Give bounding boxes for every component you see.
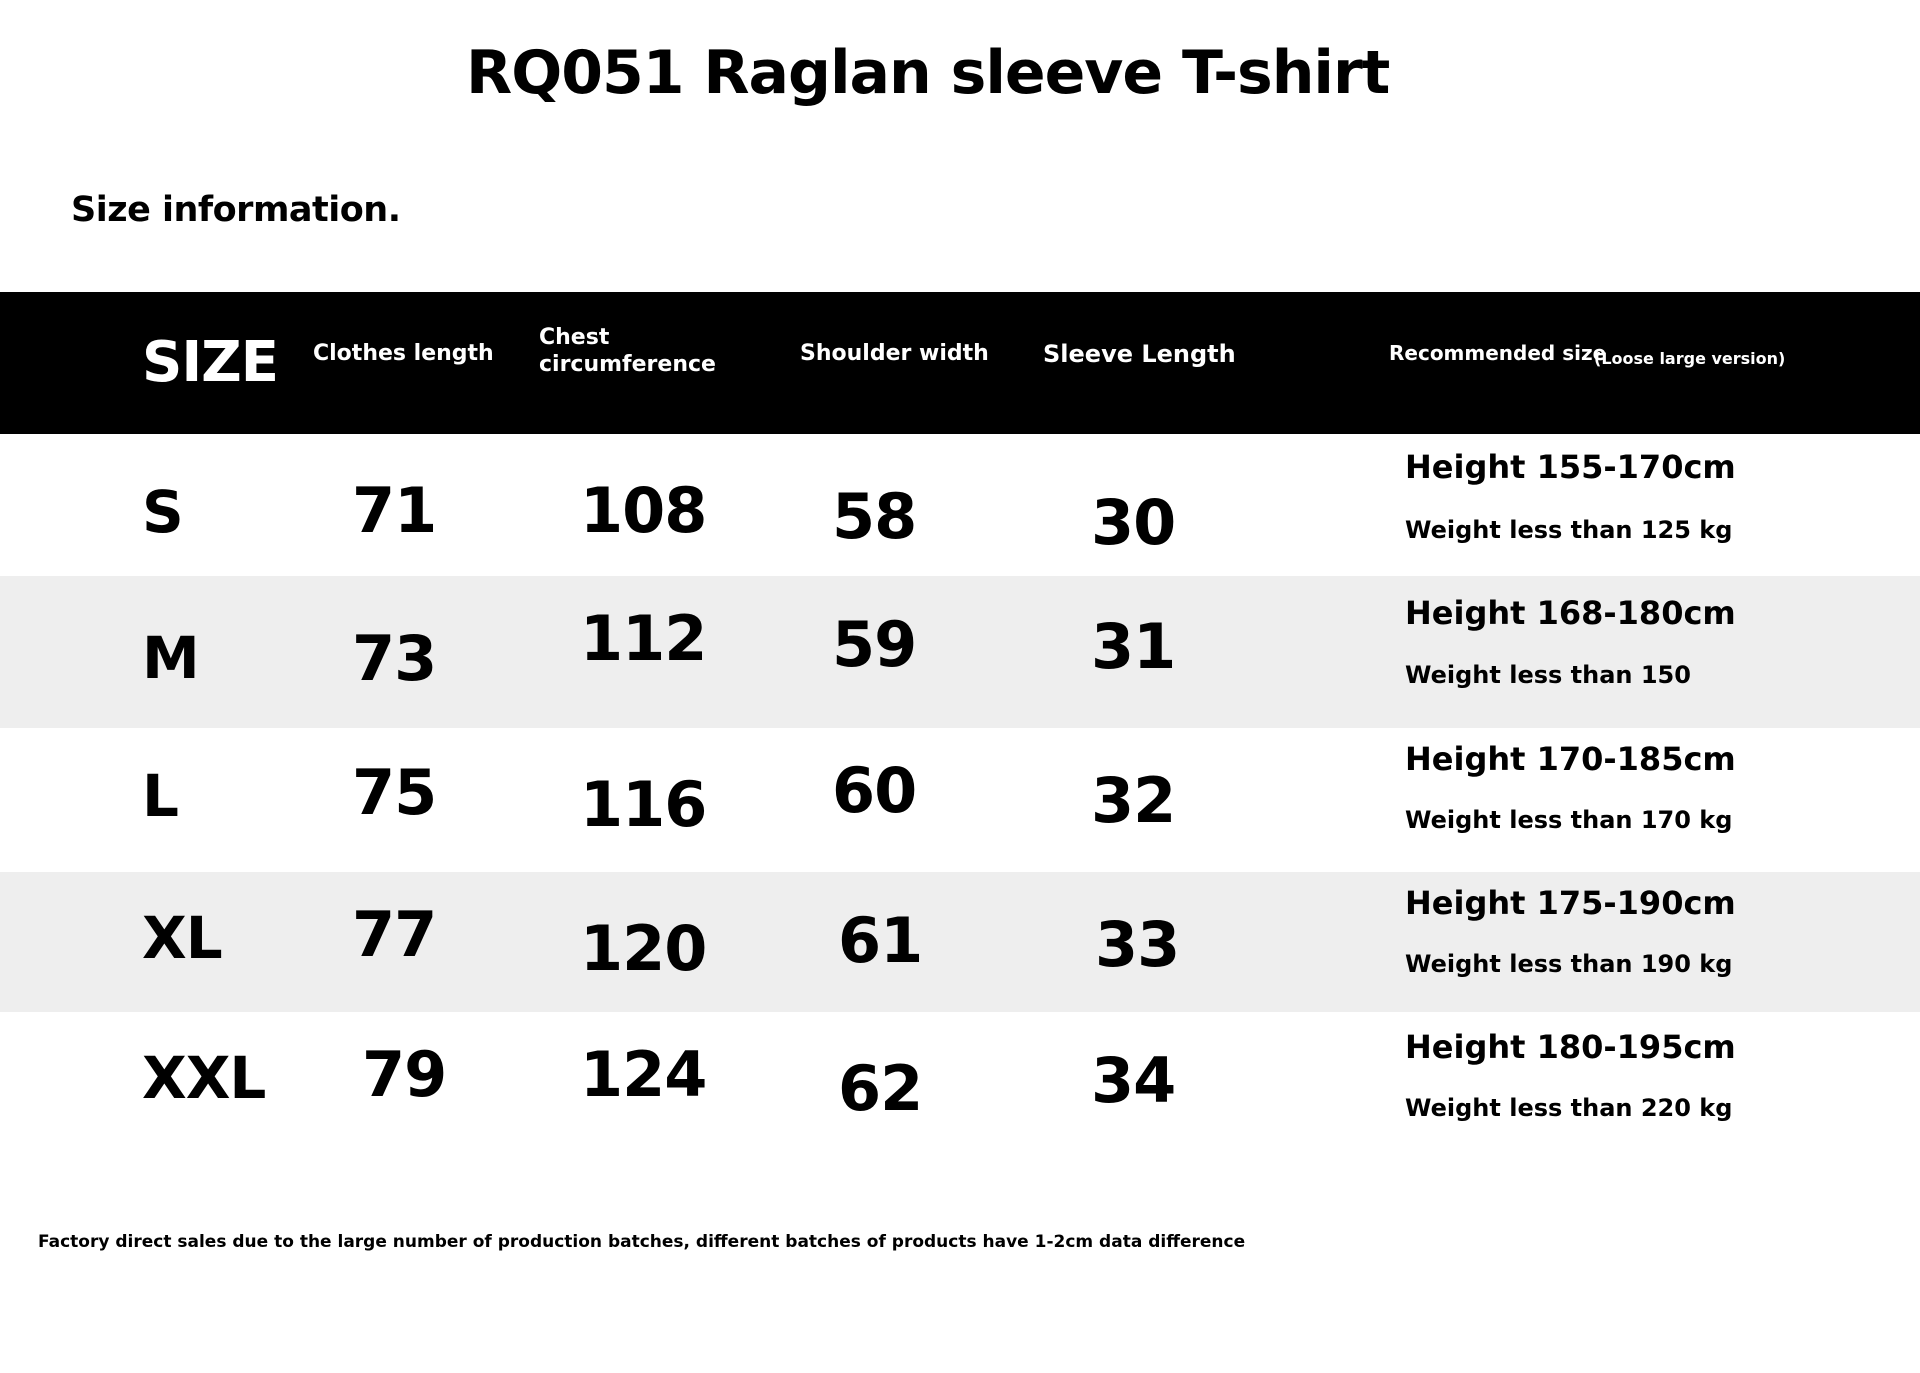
sleeve-value: 30 — [1091, 486, 1176, 559]
shoulder-value: 60 — [832, 754, 917, 827]
shoulder-value: 61 — [838, 904, 923, 977]
recommended-weight: Weight less than 220 kg — [1405, 1094, 1733, 1122]
recommended-height: Height 175-190cm — [1405, 884, 1736, 922]
clothes-length-value: 77 — [352, 898, 437, 971]
table-row — [0, 576, 1920, 728]
recommended-weight: Weight less than 150 — [1405, 661, 1691, 689]
chest-value: 116 — [580, 768, 707, 841]
footnote: Factory direct sales due to the large number of production batches, different batches of products have 1-2cm data difference — [38, 1232, 1246, 1252]
shoulder-value: 59 — [832, 608, 917, 681]
recommended-height: Height 180-195cm — [1405, 1028, 1736, 1066]
chest-value: 108 — [580, 474, 707, 547]
header-recommended-size: Recommended size — [1389, 341, 1607, 365]
recommended-height: Height 155-170cm — [1405, 448, 1736, 486]
shoulder-value: 62 — [838, 1052, 923, 1125]
section-subtitle: Size information. — [71, 190, 401, 230]
header-recommended-note: (Loose large version) — [1594, 349, 1786, 368]
table-row — [0, 728, 1920, 872]
table-row — [0, 434, 1920, 576]
header-shoulder-width: Shoulder width — [800, 341, 989, 366]
header-sleeve-length: Sleeve Length — [1043, 340, 1236, 368]
recommended-weight: Weight less than 190 kg — [1405, 950, 1733, 978]
recommended-height: Height 168-180cm — [1405, 594, 1736, 632]
table-header — [0, 292, 1920, 434]
size-label: L — [142, 762, 178, 830]
sleeve-value: 32 — [1091, 764, 1176, 837]
clothes-length-value: 79 — [362, 1038, 447, 1111]
recommended-height: Height 170-185cm — [1405, 740, 1736, 778]
clothes-length-value: 75 — [352, 756, 437, 829]
sleeve-value: 34 — [1091, 1044, 1176, 1117]
shoulder-value: 58 — [832, 480, 917, 553]
header-clothes-length: Clothes length — [313, 341, 494, 366]
chest-value: 120 — [580, 912, 707, 985]
header-chest-line1: Chest — [539, 325, 610, 350]
page-title: RQ051 Raglan sleeve T-shirt — [466, 38, 1390, 108]
sleeve-value: 31 — [1091, 610, 1176, 683]
header-chest-circumference — [539, 324, 716, 378]
recommended-weight: Weight less than 170 kg — [1405, 806, 1733, 834]
size-label: XXL — [142, 1044, 266, 1112]
header-size: SIZE — [142, 330, 279, 395]
header-chest-line2: circumference — [539, 352, 716, 377]
size-label: XL — [142, 904, 222, 972]
size-label: S — [142, 478, 183, 546]
sleeve-value: 33 — [1095, 908, 1180, 981]
recommended-weight: Weight less than 125 kg — [1405, 516, 1733, 544]
chest-value: 112 — [580, 602, 707, 675]
size-label: M — [142, 624, 199, 692]
table-row — [0, 872, 1920, 1012]
table-row — [0, 1012, 1920, 1162]
chest-value: 124 — [580, 1038, 707, 1111]
clothes-length-value: 73 — [352, 622, 437, 695]
clothes-length-value: 71 — [352, 474, 437, 547]
